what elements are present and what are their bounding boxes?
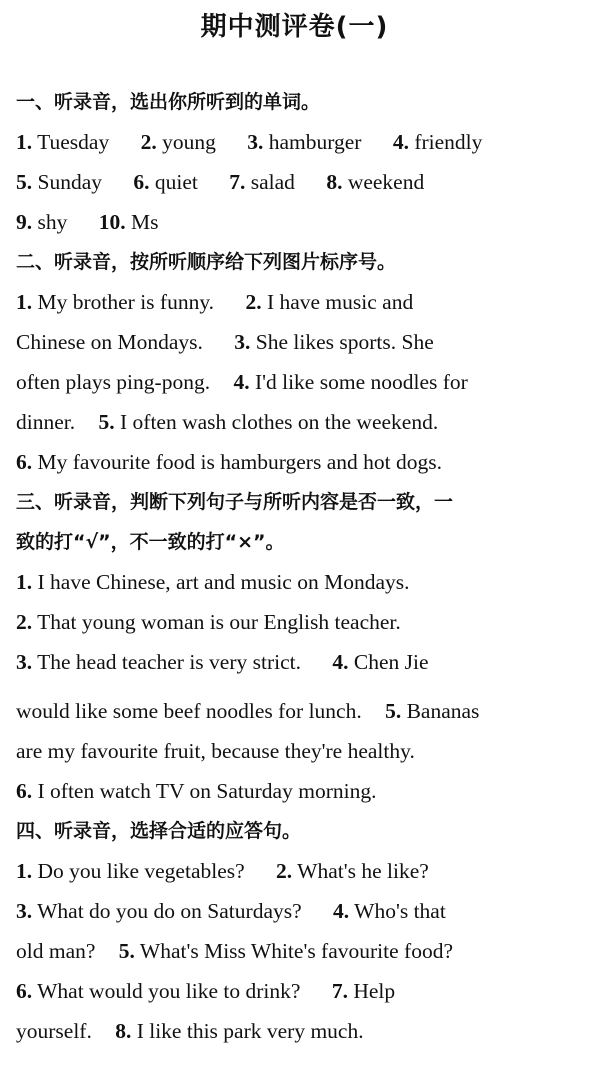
item-number: 2. <box>140 130 157 154</box>
section-1-row-2 <box>16 168 576 196</box>
sentence-text: Chen Jie <box>353 650 429 674</box>
sentence-text: Bananas <box>406 699 480 723</box>
item-number: 3. <box>16 650 33 674</box>
section-2-line-5 <box>16 448 576 476</box>
item-number: 5. <box>118 939 135 963</box>
section-1-heading: 一、听录音，选出你所听到的单词。 <box>16 91 321 113</box>
item-number: 8. <box>326 170 343 194</box>
sentence-text: would like some beef noodles for lunch. <box>16 699 362 723</box>
sentence-text: I often wash clothes on the weekend. <box>120 410 439 434</box>
sentence-text: What's he like? <box>297 859 429 883</box>
item-number: 2. <box>276 859 293 883</box>
section-2-heading: 二、听录音，按所听顺序给下列图片标序号。 <box>16 251 397 273</box>
section-3-heading-line-2: 致的打“√”，不一致的打“×”。 <box>16 531 285 553</box>
item-number: 5. <box>385 699 402 723</box>
sentence-text: Who's that <box>354 899 446 923</box>
item-word: Tuesday <box>37 130 110 154</box>
sentence-text: Do you like vegetables? <box>37 859 245 883</box>
section-3-line-2 <box>16 608 576 636</box>
sentence-text: Chinese on Mondays. <box>16 330 203 354</box>
item-number: 1. <box>16 290 33 314</box>
item-number: 9. <box>16 210 33 234</box>
item-word: salad <box>250 170 295 194</box>
item-word: hamburger <box>268 130 362 154</box>
item-number: 6. <box>16 450 33 474</box>
item-number: 3. <box>247 130 264 154</box>
sentence-text: I have Chinese, art and music on Mondays. <box>37 570 410 594</box>
section-3-line-4 <box>16 697 576 725</box>
section-4-line-3 <box>16 937 576 965</box>
section-3-heading-line-1: 三、听录音，判断下列句子与所听内容是否一致，一 <box>16 491 454 513</box>
sentence-text: She likes sports. She <box>255 330 434 354</box>
sentence-text: My brother is funny. <box>37 290 215 314</box>
sentence-text: are my favourite fruit, because they're healthy. <box>16 739 415 763</box>
item-number: 5. <box>16 170 33 194</box>
section-3-line-5 <box>16 737 576 765</box>
sentence-text: dinner. <box>16 410 76 434</box>
section-3-line-1 <box>16 568 576 596</box>
page-title: 期中测评卷(一) <box>200 12 389 42</box>
sentence-text: That young woman is our English teacher. <box>37 610 401 634</box>
section-2-line-2 <box>16 328 576 356</box>
sentence-text: What do you do on Saturdays? <box>37 899 302 923</box>
section-3-line-3 <box>16 648 576 676</box>
sentence-text: I like this park very much. <box>136 1019 364 1043</box>
section-4-line-2 <box>16 897 576 925</box>
item-number: 1. <box>16 130 33 154</box>
item-number: 3. <box>16 899 33 923</box>
item-number: 2. <box>16 610 33 634</box>
item-word: young <box>162 130 216 154</box>
section-1-row-3 <box>16 208 576 236</box>
item-number: 7. <box>331 979 348 1003</box>
section-1-row-1 <box>16 128 576 156</box>
item-word: Ms <box>131 210 159 234</box>
item-word: weekend <box>347 170 425 194</box>
item-number: 4. <box>233 370 250 394</box>
item-number: 1. <box>16 859 33 883</box>
item-number: 1. <box>16 570 33 594</box>
item-number: 8. <box>115 1019 132 1043</box>
section-4-line-4 <box>16 977 576 1005</box>
section-4-line-5 <box>16 1017 576 1045</box>
item-number: 5. <box>98 410 115 434</box>
item-number: 4. <box>332 650 349 674</box>
item-word: shy <box>37 210 68 234</box>
sentence-text: What would you like to drink? <box>37 979 301 1003</box>
sentence-text: I'd like some noodles for <box>254 370 468 394</box>
section-3-line-6 <box>16 777 576 805</box>
sentence-text: Help <box>353 979 396 1003</box>
item-word: quiet <box>154 170 198 194</box>
section-4-line-1 <box>16 857 576 885</box>
item-number: 4. <box>333 899 350 923</box>
item-number: 4. <box>392 130 409 154</box>
sentence-text: I have music and <box>266 290 414 314</box>
sentence-text: old man? <box>16 939 96 963</box>
item-number: 6. <box>16 779 33 803</box>
section-2-line-4 <box>16 408 576 436</box>
section-2-line-3 <box>16 368 576 396</box>
section-2-line-1 <box>16 288 576 316</box>
item-word: Sunday <box>37 170 102 194</box>
sentence-text: My favourite food is hamburgers and hot dogs. <box>37 450 442 474</box>
item-number: 7. <box>229 170 246 194</box>
item-number: 6. <box>133 170 150 194</box>
item-word: friendly <box>414 130 483 154</box>
sentence-text: I often watch TV on Saturday morning. <box>37 779 377 803</box>
item-number: 2. <box>245 290 262 314</box>
sentence-text: often plays ping-pong. <box>16 370 211 394</box>
sentence-text: yourself. <box>16 1019 92 1043</box>
item-number: 3. <box>234 330 251 354</box>
item-number: 6. <box>16 979 33 1003</box>
sentence-text: What's Miss White's favourite food? <box>139 939 453 963</box>
item-number: 10. <box>98 210 126 234</box>
section-4-heading: 四、听录音，选择合适的应答句。 <box>16 820 302 842</box>
sentence-text: The head teacher is very strict. <box>37 650 301 674</box>
